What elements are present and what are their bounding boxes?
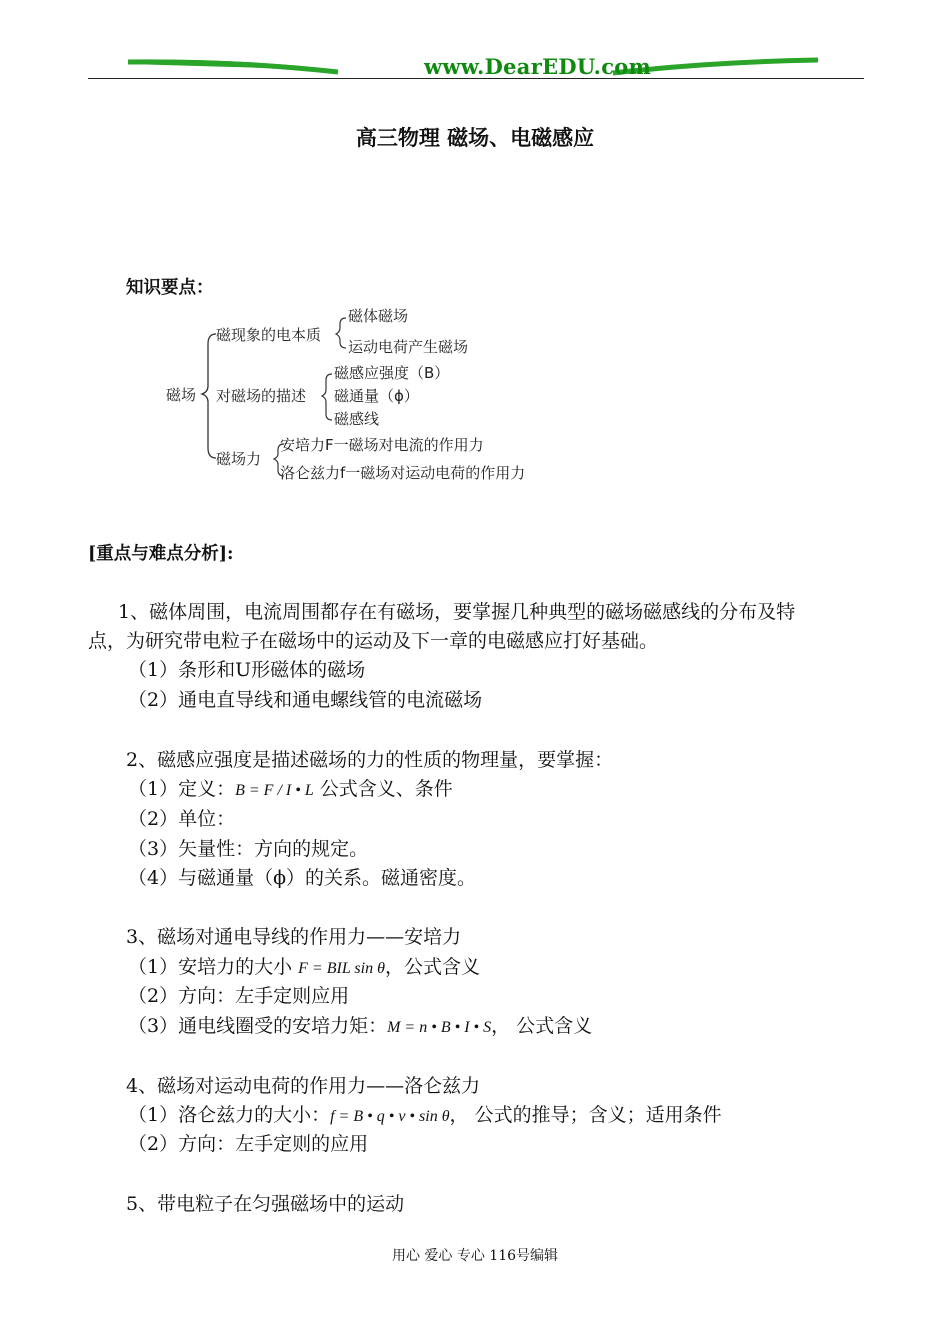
point-5: 5、带电粒子在匀强磁场中的运动	[126, 1193, 405, 1215]
point-4: 4、磁场对运动电荷的作用力——洛仑兹力	[126, 1075, 481, 1097]
item-suffix: 公式含义、条件	[313, 778, 453, 800]
formula-torque: M = n • B • I • S	[387, 1019, 492, 1036]
point-2-item-d: （4）与磁通量（ϕ）的关系。磁通密度。	[128, 867, 477, 889]
page-header	[88, 48, 864, 82]
item-prefix: （3）通电线圈受的安培力矩：	[128, 1015, 388, 1037]
diagram-root: 磁场	[166, 386, 197, 404]
formula-magnetic-induction: B = F / I • L	[235, 782, 314, 799]
point-2-item-b: （2）单位：	[128, 808, 236, 830]
point-2-item-c: （3）矢量性：方向的规定。	[128, 838, 369, 860]
item-prefix: （1）洛仑兹力的大小：	[128, 1104, 331, 1126]
diagram-leaf: 洛仑兹力f一磁场对运动电荷的作用力	[280, 464, 526, 482]
point-4-item-b: （2）方向：左手定则的应用	[128, 1133, 369, 1155]
diagram-leaf: 磁通量（ϕ）	[334, 387, 419, 405]
point-4-item-a	[128, 1100, 722, 1132]
diagram-leaf: 磁感线	[334, 410, 380, 428]
diagram-branch-label: 对磁场的描述	[216, 387, 307, 405]
point-2: 2、磁感应强度是描述磁场的力的性质的物理量，要掌握：	[126, 749, 614, 771]
formula-lorentz-force: f = B • q • v • sin θ	[330, 1108, 450, 1125]
header-divider	[88, 78, 864, 79]
item-suffix: ， 公式的推导；含义；适用条件	[449, 1104, 722, 1126]
diagram-branch-label: 磁场力	[216, 450, 262, 468]
point-1-item-a: （1）条形和U形磁体的磁场	[128, 659, 366, 681]
point-3-item-b: （2）方向：左手定则应用	[128, 985, 350, 1007]
document-title: 高三物理 磁场、电磁感应	[355, 125, 595, 150]
page-footer: 用心 爱心 专心 116号编辑	[391, 1248, 559, 1264]
item-prefix: （1）安培力的大小	[128, 956, 299, 978]
diagram-leaf: 安培力F一磁场对电流的作用力	[280, 436, 484, 454]
analysis-heading: [重点与难点分析]:	[88, 544, 234, 564]
knowledge-tree-diagram	[160, 300, 580, 490]
point-3: 3、磁场对通电导线的作用力——安培力	[126, 926, 462, 948]
point-1-line-1: 1、磁体周围，电流周围都存在有磁场，要掌握几种典型的磁场磁感线的分布及特	[118, 601, 796, 623]
item-suffix: ，公式含义	[384, 956, 480, 978]
site-logo-text: www.DearEDU.com	[424, 54, 652, 79]
diagram-leaf: 运动电荷产生磁场	[348, 338, 469, 356]
diagram-branch-label: 磁现象的电本质	[216, 326, 322, 344]
formula-ampere-force: F = BIL sin θ	[298, 960, 385, 977]
point-1-item-b: （2）通电直导线和通电螺线管的电流磁场	[128, 689, 483, 711]
diagram-leaf: 磁体磁场	[348, 307, 409, 325]
point-3-item-c	[128, 1011, 592, 1043]
item-prefix: （1）定义：	[128, 778, 236, 800]
knowledge-heading: 知识要点：	[126, 278, 214, 298]
item-suffix: ， 公式含义	[491, 1015, 593, 1037]
diagram-leaf: 磁感应强度（B）	[334, 364, 450, 382]
point-1-line-2: 点，为研究带电粒子在磁场中的运动及下一章的电磁感应打好基础。	[88, 630, 659, 652]
point-2-item-a	[128, 774, 453, 806]
point-3-item-a	[128, 952, 480, 984]
